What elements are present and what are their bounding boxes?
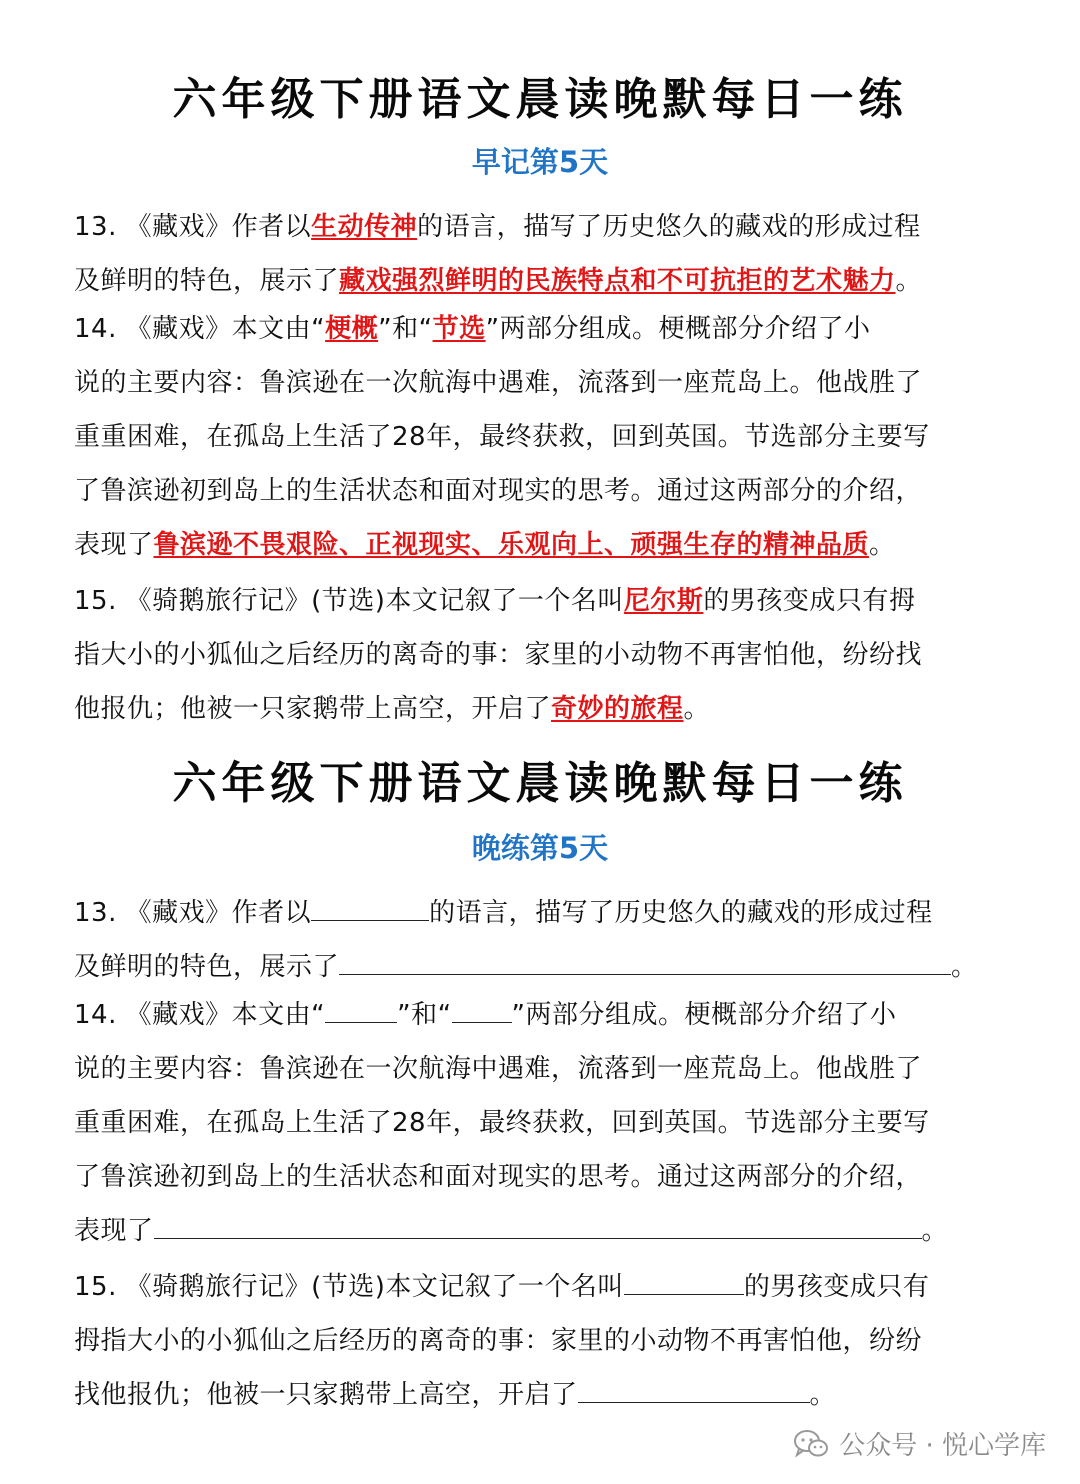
answer: 生动传神 <box>311 212 418 242</box>
text: 。 <box>921 1216 949 1246</box>
morning-q15 <box>74 574 1008 736</box>
answer-blank[interactable] <box>154 1211 922 1239</box>
answer-blank[interactable] <box>311 893 429 921</box>
text: 。 <box>951 952 978 982</box>
text: 15. 《骑鹅旅行记》(节选)本文记叙了一个名叫 <box>74 586 624 616</box>
line <box>74 200 1008 254</box>
answer-blank[interactable] <box>339 947 951 975</box>
text: 13. 《藏戏》作者以 <box>74 898 312 928</box>
text: 的语言，描写了历史悠久的藏戏的形成过程 <box>417 212 921 242</box>
text: 他报仇；他被一只家鹅带上高空，开启了 <box>74 694 552 724</box>
text: 15. 《骑鹅旅行记》(节选)本文记叙了一个名叫 <box>74 1272 624 1302</box>
text: 。 <box>683 694 711 724</box>
answer-blank[interactable] <box>578 1375 810 1403</box>
line <box>74 886 1008 940</box>
line <box>74 1368 1008 1422</box>
answer-blank[interactable] <box>325 995 397 1023</box>
line <box>74 940 1008 994</box>
line <box>74 988 1008 1042</box>
text: 找他报仇；他被一只家鹅带上高空，开启了 <box>74 1380 578 1410</box>
line: 重重困难，在孤岛上生活了28年，最终获救，回到英国。节选部分主要写 <box>74 422 930 452</box>
answer: 尼尔斯 <box>623 586 704 616</box>
line: 了鲁滨逊初到岛上的生活状态和面对现实的思考。通过这两部分的介绍， <box>74 476 923 506</box>
line <box>74 1204 1008 1258</box>
text: 。 <box>869 530 896 560</box>
line: 说的主要内容：鲁滨逊在一次航海中遇难，流落到一座荒岛上。他战胜了 <box>74 1054 923 1084</box>
text: 及鲜明的特色，展示了 <box>74 266 340 296</box>
evening-q14 <box>74 988 1008 1258</box>
line: 重重困难，在孤岛上生活了28年，最终获救，回到英国。节选部分主要写 <box>74 1108 930 1138</box>
answer-blank[interactable] <box>624 1267 744 1295</box>
text: 。 <box>895 266 923 296</box>
morning-title: 六年级下册语文晨读晚默每日一练 <box>172 74 908 125</box>
text: 。 <box>809 1380 837 1410</box>
morning-q14 <box>74 302 1008 572</box>
text: ”和“ <box>378 314 433 344</box>
answer: 鲁滨逊不畏艰险、正视现实、乐观向上、顽强生存的精神品质 <box>153 530 870 560</box>
text: 的语言，描写了历史悠久的藏戏的形成过程 <box>429 898 933 928</box>
text: 及鲜明的特色，展示了 <box>74 952 340 982</box>
evening-subtitle: 晚练第5天 <box>471 831 609 865</box>
line <box>74 302 1008 356</box>
evening-title: 六年级下册语文晨读晚默每日一练 <box>172 758 908 809</box>
text: 表现了 <box>74 1216 154 1246</box>
evening-q13 <box>74 886 1008 994</box>
answer-blank[interactable] <box>452 995 512 1023</box>
line: 说的主要内容：鲁滨逊在一次航海中遇难，流落到一座荒岛上。他战胜了 <box>74 368 923 398</box>
line: 指大小的小狐仙之后经历的离奇的事：家里的小动物不再害怕他，纷纷找 <box>74 640 923 670</box>
answer: 梗概 <box>325 314 379 344</box>
morning-q13 <box>74 200 1008 308</box>
text: ”两部分组成。梗概部分介绍了小 <box>511 1000 897 1030</box>
text: 的男孩变成只有 <box>743 1272 930 1302</box>
answer: 藏戏强烈鲜明的民族特点和不可抗拒的艺术魅力 <box>339 266 896 296</box>
text: 13. 《藏戏》作者以 <box>74 212 312 242</box>
wechat-icon <box>793 1429 829 1459</box>
answer: 节选 <box>432 314 486 344</box>
text: ”和“ <box>397 1000 452 1030</box>
footer-watermark <box>793 1425 1046 1462</box>
line: 拇指大小的小狐仙之后经历的离奇的事：家里的小动物不再害怕他，纷纷 <box>74 1326 923 1356</box>
morning-subtitle: 早记第5天 <box>471 145 609 179</box>
answer: 奇妙的旅程 <box>551 694 684 724</box>
line <box>74 254 1008 308</box>
text: ”两部分组成。梗概部分介绍了小 <box>485 314 871 344</box>
line <box>74 682 1008 736</box>
text: 表现了 <box>74 530 154 560</box>
footer-text: 公众号 · 悦心学库 <box>839 1431 1046 1461</box>
line: 了鲁滨逊初到岛上的生活状态和面对现实的思考。通过这两部分的介绍， <box>74 1162 923 1192</box>
text: 14. 《藏戏》本文由“ <box>74 1000 326 1030</box>
line <box>74 1260 1008 1314</box>
evening-q15 <box>74 1260 1008 1422</box>
line <box>74 574 1008 628</box>
text: 的男孩变成只有拇 <box>703 586 916 616</box>
line <box>74 518 1008 572</box>
text: 14. 《藏戏》本文由“ <box>74 314 326 344</box>
